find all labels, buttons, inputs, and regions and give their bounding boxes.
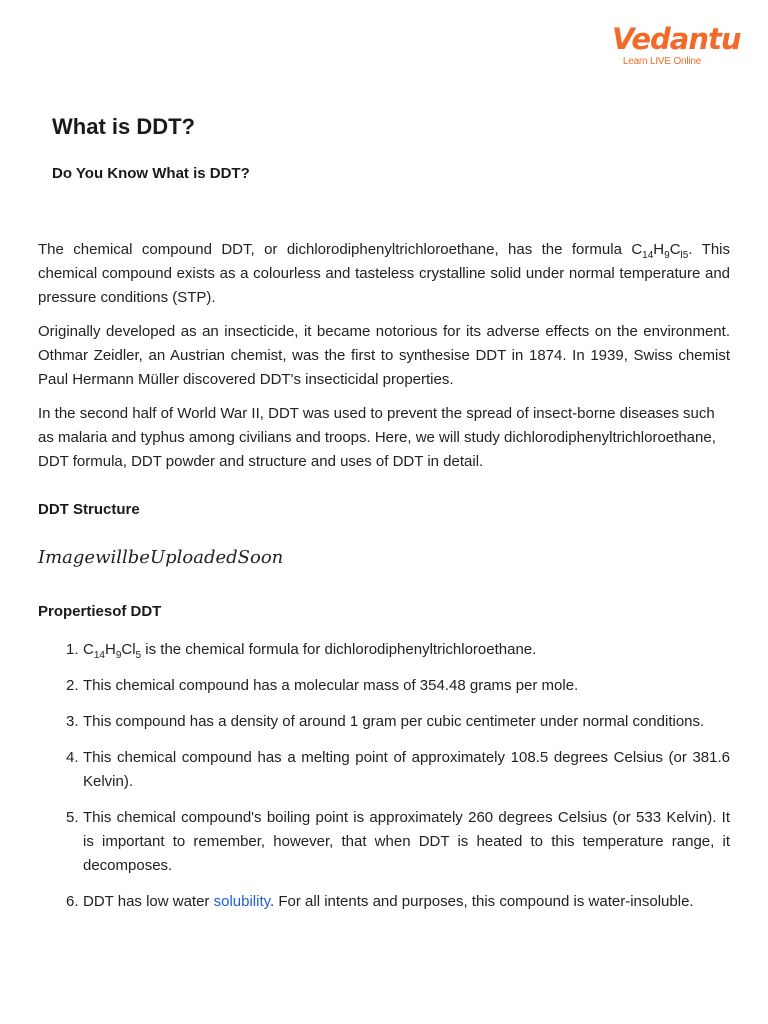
list-number: 3.	[66, 713, 79, 730]
formula-c: C	[83, 641, 94, 658]
intro-text-continued: . This chemical compound exists as a colourless and tasteless crystalline solid under normal temperature and pressure conditions (STP).	[38, 241, 730, 306]
list-item	[38, 710, 730, 734]
properties-heading: Propertiesof DDT	[38, 603, 162, 620]
formula-cl-sub: 5	[135, 650, 142, 661]
list-number: 1.	[66, 641, 79, 658]
list-item	[38, 674, 730, 698]
list-number: 6.	[66, 893, 79, 910]
vedantu-logo[interactable]	[612, 22, 741, 67]
intro-paragraph-1	[38, 238, 730, 310]
formula-cl-sub: l5	[680, 250, 689, 261]
structure-heading: DDT Structure	[38, 501, 140, 518]
list-text: This chemical compound's boiling point is approximately 260 degrees Celsius (or 533 Kelvin). It is important to remember, however, that when DDT is heated to this temperature range, it decomposes.	[83, 809, 730, 874]
formula-h-sub: 9	[115, 650, 122, 661]
list-number: 5.	[66, 809, 79, 826]
list-text: is the chemical formula for dichlorodiphenyltrichloroethane.	[141, 641, 537, 658]
list-text: This chemical compound has a melting point of approximately 108.5 degrees Celsius (or 381.6 Kelvin).	[83, 749, 730, 790]
formula-c-sub: 14	[93, 650, 105, 661]
list-text: This compound has a density of around 1 gram per cubic centimeter under normal conditions.	[83, 713, 705, 730]
ddt-formula	[83, 641, 142, 661]
intro-paragraph-2: Originally developed as an insecticide, it became notorious for its adverse effects on the environment. Othmar Zeidler, an Austrian chemist, was the first to synthesise DDT in 1874. In 1939, Swiss chemist Paul Hermann Müller discovered DDT's insecticidal properties.	[38, 323, 730, 388]
intro-text: The chemical compound DDT, or dichlorodiphenyltrichloroethane, has the formula	[38, 241, 632, 258]
list-text: DDT has low water	[83, 893, 214, 910]
logo-tagline: Learn LIVE Online	[622, 56, 702, 67]
list-text: This chemical compound has a molecular mass of 354.48 grams per mole.	[83, 677, 579, 694]
logo-wordmark: Vedantu	[612, 22, 741, 56]
solubility-link[interactable]: solubility	[213, 893, 271, 910]
list-number: 4.	[66, 749, 79, 766]
ddt-formula	[631, 241, 689, 261]
list-item	[38, 890, 730, 914]
formula-cl: C	[669, 241, 681, 258]
formula-h: H	[653, 241, 665, 258]
image-placeholder: ImagewillbeUploadedSoon	[38, 547, 284, 568]
formula-c: C	[631, 241, 643, 258]
list-number: 2.	[66, 677, 79, 694]
list-text-continued: . For all intents and purposes, this compound is water-insoluble.	[270, 893, 694, 910]
intro-paragraph-3: In the second half of World War II, DDT was used to prevent the spread of insect-borne diseases such as malaria and typhus among civilians and troops. Here, we will study dichlorodiphenyltrichloroethane, DDT formula, DDT powder and structure and uses of DDT in detail.	[38, 405, 716, 470]
formula-h: H	[104, 641, 116, 658]
page-title: What is DDT?	[52, 114, 195, 139]
properties-list	[38, 638, 730, 914]
list-item	[38, 638, 730, 662]
list-item	[38, 746, 730, 794]
list-item	[38, 806, 730, 878]
article-body	[38, 238, 730, 926]
formula-c-sub: 14	[642, 250, 654, 261]
page-subtitle: Do You Know What is DDT?	[52, 165, 250, 182]
formula-cl: Cl	[121, 641, 136, 658]
formula-h-sub: 9	[664, 250, 670, 261]
